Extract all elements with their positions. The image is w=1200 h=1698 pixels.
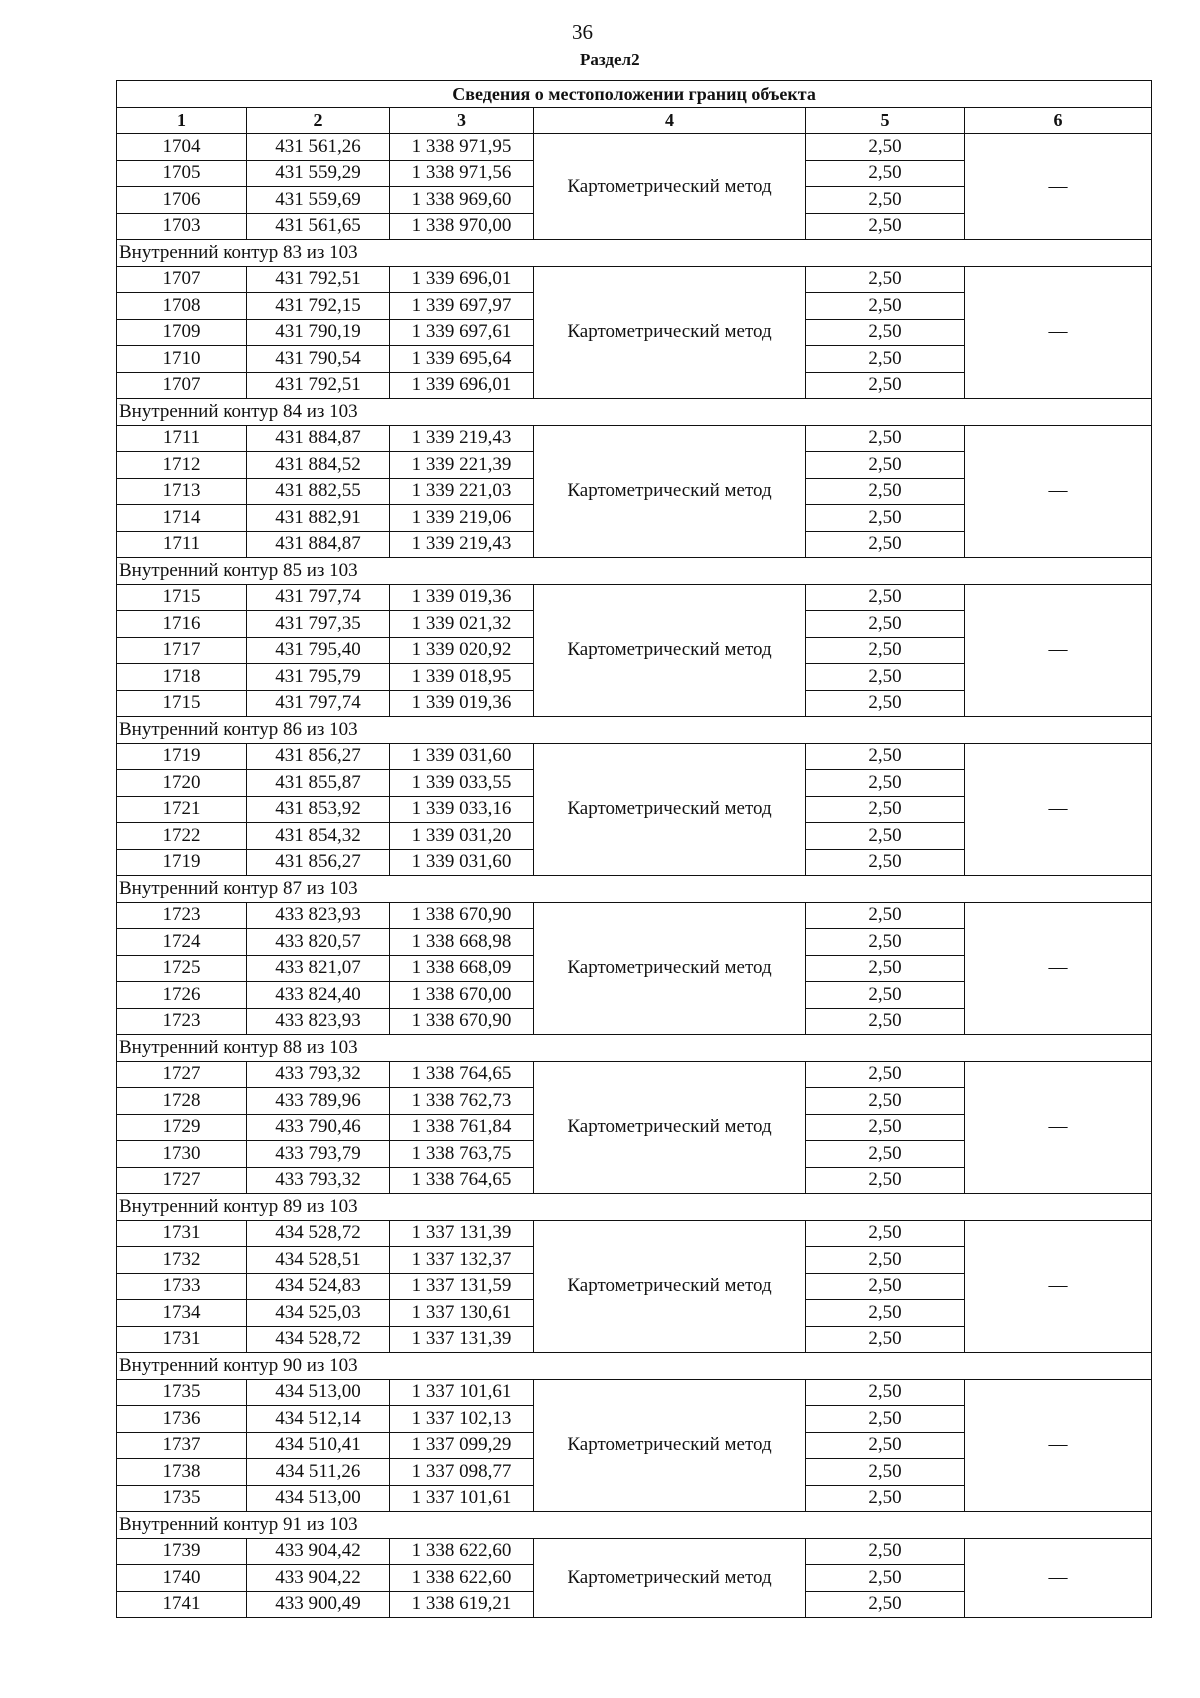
- y-coordinate-cell: 1 339 033,55: [390, 770, 534, 797]
- y-coordinate-cell: 1 338 670,00: [390, 982, 534, 1009]
- x-coordinate-cell: 431 855,87: [247, 770, 390, 797]
- accuracy-cell: 2,50: [806, 1432, 965, 1459]
- accuracy-cell: 2,50: [806, 187, 965, 214]
- x-coordinate-cell: 434 528,72: [247, 1326, 390, 1353]
- method-cell: Картометрический метод: [534, 134, 806, 240]
- contour-header-row: [117, 1035, 1152, 1062]
- y-coordinate-cell: 1 339 695,64: [390, 346, 534, 373]
- point-number-cell: 1725: [117, 955, 247, 982]
- accuracy-cell: 2,50: [806, 1565, 965, 1592]
- point-number-cell: 1727: [117, 1061, 247, 1088]
- point-number-cell: 1721: [117, 796, 247, 823]
- point-number-cell: 1735: [117, 1379, 247, 1406]
- accuracy-cell: 2,50: [806, 505, 965, 532]
- x-coordinate-cell: 431 561,65: [247, 213, 390, 240]
- column-number: 6: [965, 107, 1152, 134]
- x-coordinate-cell: 431 882,55: [247, 478, 390, 505]
- point-number-cell: 1711: [117, 531, 247, 558]
- contour-header-row: [117, 1512, 1152, 1539]
- x-coordinate-cell: 431 792,15: [247, 293, 390, 320]
- x-coordinate-cell: 433 823,93: [247, 902, 390, 929]
- y-coordinate-cell: 1 338 764,65: [390, 1061, 534, 1088]
- y-coordinate-cell: 1 337 099,29: [390, 1432, 534, 1459]
- x-coordinate-cell: 434 528,72: [247, 1220, 390, 1247]
- x-coordinate-cell: 434 525,03: [247, 1300, 390, 1327]
- y-coordinate-cell: 1 337 101,61: [390, 1379, 534, 1406]
- column-number: 2: [247, 107, 390, 134]
- point-number-cell: 1726: [117, 982, 247, 1009]
- y-coordinate-cell: 1 338 670,90: [390, 1008, 534, 1035]
- x-coordinate-cell: 433 821,07: [247, 955, 390, 982]
- column-number: 3: [390, 107, 534, 134]
- contour-label: Внутренний контур 84 из 103: [117, 399, 1152, 426]
- x-coordinate-cell: 433 824,40: [247, 982, 390, 1009]
- x-coordinate-cell: 434 510,41: [247, 1432, 390, 1459]
- point-number-cell: 1731: [117, 1326, 247, 1353]
- method-cell: Картометрический метод: [534, 1061, 806, 1194]
- description-cell: —: [965, 1379, 1152, 1512]
- accuracy-cell: 2,50: [806, 346, 965, 373]
- x-coordinate-cell: 434 528,51: [247, 1247, 390, 1274]
- accuracy-cell: 2,50: [806, 1114, 965, 1141]
- point-number-cell: 1707: [117, 372, 247, 399]
- contour-header-row: [117, 399, 1152, 426]
- point-number-cell: 1724: [117, 929, 247, 956]
- x-coordinate-cell: 431 853,92: [247, 796, 390, 823]
- table-row: [117, 902, 1152, 929]
- point-number-cell: 1723: [117, 1008, 247, 1035]
- accuracy-cell: 2,50: [806, 796, 965, 823]
- method-cell: Картометрический метод: [534, 743, 806, 876]
- y-coordinate-cell: 1 337 131,39: [390, 1220, 534, 1247]
- contour-label: Внутренний контур 91 из 103: [117, 1512, 1152, 1539]
- point-number-cell: 1719: [117, 743, 247, 770]
- y-coordinate-cell: 1 339 031,20: [390, 823, 534, 850]
- description-cell: —: [965, 134, 1152, 240]
- accuracy-cell: 2,50: [806, 770, 965, 797]
- y-coordinate-cell: 1 337 131,59: [390, 1273, 534, 1300]
- x-coordinate-cell: 431 854,32: [247, 823, 390, 850]
- point-number-cell: 1728: [117, 1088, 247, 1115]
- description-cell: —: [965, 266, 1152, 399]
- boundary-coordinates-table: [116, 80, 1152, 1618]
- y-coordinate-cell: 1 338 970,00: [390, 213, 534, 240]
- y-coordinate-cell: 1 338 619,21: [390, 1591, 534, 1618]
- method-cell: Картометрический метод: [534, 266, 806, 399]
- y-coordinate-cell: 1 338 622,60: [390, 1565, 534, 1592]
- y-coordinate-cell: 1 338 668,09: [390, 955, 534, 982]
- point-number-cell: 1722: [117, 823, 247, 850]
- y-coordinate-cell: 1 338 764,65: [390, 1167, 534, 1194]
- accuracy-cell: 2,50: [806, 1300, 965, 1327]
- point-number-cell: 1731: [117, 1220, 247, 1247]
- point-number-cell: 1735: [117, 1485, 247, 1512]
- x-coordinate-cell: 434 511,26: [247, 1459, 390, 1486]
- accuracy-cell: 2,50: [806, 1141, 965, 1168]
- accuracy-cell: 2,50: [806, 1273, 965, 1300]
- accuracy-cell: 2,50: [806, 266, 965, 293]
- x-coordinate-cell: 431 792,51: [247, 372, 390, 399]
- x-coordinate-cell: 431 790,54: [247, 346, 390, 373]
- point-number-cell: 1710: [117, 346, 247, 373]
- method-cell: Картометрический метод: [534, 902, 806, 1035]
- contour-label: Внутренний контур 88 из 103: [117, 1035, 1152, 1062]
- contour-header-row: [117, 717, 1152, 744]
- description-cell: —: [965, 743, 1152, 876]
- accuracy-cell: 2,50: [806, 213, 965, 240]
- contour-label: Внутренний контур 86 из 103: [117, 717, 1152, 744]
- point-number-cell: 1718: [117, 664, 247, 691]
- accuracy-cell: 2,50: [806, 1061, 965, 1088]
- description-cell: —: [965, 1220, 1152, 1353]
- y-coordinate-cell: 1 339 031,60: [390, 849, 534, 876]
- accuracy-cell: 2,50: [806, 982, 965, 1009]
- point-number-cell: 1712: [117, 452, 247, 479]
- accuracy-cell: 2,50: [806, 160, 965, 187]
- x-coordinate-cell: 431 795,79: [247, 664, 390, 691]
- y-coordinate-cell: 1 339 031,60: [390, 743, 534, 770]
- point-number-cell: 1715: [117, 584, 247, 611]
- description-cell: —: [965, 902, 1152, 1035]
- contour-label: Внутренний контур 89 из 103: [117, 1194, 1152, 1221]
- accuracy-cell: 2,50: [806, 372, 965, 399]
- y-coordinate-cell: 1 338 761,84: [390, 1114, 534, 1141]
- y-coordinate-cell: 1 338 622,60: [390, 1538, 534, 1565]
- x-coordinate-cell: 431 792,51: [247, 266, 390, 293]
- x-coordinate-cell: 434 513,00: [247, 1485, 390, 1512]
- table-caption: Сведения о местоположении границ объекта: [117, 81, 1152, 108]
- x-coordinate-cell: 431 884,52: [247, 452, 390, 479]
- point-number-cell: 1719: [117, 849, 247, 876]
- table-row: [117, 266, 1152, 293]
- y-coordinate-cell: 1 339 033,16: [390, 796, 534, 823]
- x-coordinate-cell: 433 793,32: [247, 1061, 390, 1088]
- accuracy-cell: 2,50: [806, 1247, 965, 1274]
- accuracy-cell: 2,50: [806, 425, 965, 452]
- y-coordinate-cell: 1 339 021,32: [390, 611, 534, 638]
- accuracy-cell: 2,50: [806, 902, 965, 929]
- y-coordinate-cell: 1 339 019,36: [390, 690, 534, 717]
- table-row: [117, 584, 1152, 611]
- x-coordinate-cell: 431 797,35: [247, 611, 390, 638]
- accuracy-cell: 2,50: [806, 690, 965, 717]
- x-coordinate-cell: 431 882,91: [247, 505, 390, 532]
- contour-header-row: [117, 1194, 1152, 1221]
- point-number-cell: 1706: [117, 187, 247, 214]
- y-coordinate-cell: 1 338 670,90: [390, 902, 534, 929]
- table-row: [117, 425, 1152, 452]
- accuracy-cell: 2,50: [806, 319, 965, 346]
- accuracy-cell: 2,50: [806, 1220, 965, 1247]
- x-coordinate-cell: 431 795,40: [247, 637, 390, 664]
- x-coordinate-cell: 433 823,93: [247, 1008, 390, 1035]
- contour-header-row: [117, 1353, 1152, 1380]
- y-coordinate-cell: 1 337 132,37: [390, 1247, 534, 1274]
- accuracy-cell: 2,50: [806, 1406, 965, 1433]
- x-coordinate-cell: 434 512,14: [247, 1406, 390, 1433]
- contour-label: Внутренний контур 87 из 103: [117, 876, 1152, 903]
- point-number-cell: 1711: [117, 425, 247, 452]
- y-coordinate-cell: 1 337 098,77: [390, 1459, 534, 1486]
- y-coordinate-cell: 1 339 697,97: [390, 293, 534, 320]
- point-number-cell: 1732: [117, 1247, 247, 1274]
- table-row: [117, 134, 1152, 161]
- point-number-cell: 1714: [117, 505, 247, 532]
- point-number-cell: 1734: [117, 1300, 247, 1327]
- point-number-cell: 1739: [117, 1538, 247, 1565]
- description-cell: —: [965, 1538, 1152, 1618]
- point-number-cell: 1740: [117, 1565, 247, 1592]
- x-coordinate-cell: 431 559,29: [247, 160, 390, 187]
- contour-label: Внутренний контур 90 из 103: [117, 1353, 1152, 1380]
- description-cell: —: [965, 1061, 1152, 1194]
- x-coordinate-cell: 431 797,74: [247, 690, 390, 717]
- accuracy-cell: 2,50: [806, 823, 965, 850]
- page-number-text: 36: [572, 20, 593, 44]
- point-number-cell: 1720: [117, 770, 247, 797]
- point-number-cell: 1723: [117, 902, 247, 929]
- y-coordinate-cell: 1 339 221,03: [390, 478, 534, 505]
- y-coordinate-cell: 1 339 019,36: [390, 584, 534, 611]
- y-coordinate-cell: 1 338 971,56: [390, 160, 534, 187]
- point-number-cell: 1741: [117, 1591, 247, 1618]
- table-row: [117, 1061, 1152, 1088]
- point-number-cell: 1707: [117, 266, 247, 293]
- table-body: [117, 134, 1152, 1618]
- contour-header-row: [117, 558, 1152, 585]
- point-number-cell: 1705: [117, 160, 247, 187]
- method-cell: Картометрический метод: [534, 1379, 806, 1512]
- table-row: [117, 743, 1152, 770]
- x-coordinate-cell: 433 790,46: [247, 1114, 390, 1141]
- column-number: 1: [117, 107, 247, 134]
- method-cell: Картометрический метод: [534, 425, 806, 558]
- y-coordinate-cell: 1 339 697,61: [390, 319, 534, 346]
- y-coordinate-cell: 1 339 020,92: [390, 637, 534, 664]
- point-number-cell: 1713: [117, 478, 247, 505]
- x-coordinate-cell: 433 789,96: [247, 1088, 390, 1115]
- point-number-cell: 1717: [117, 637, 247, 664]
- accuracy-cell: 2,50: [806, 478, 965, 505]
- x-coordinate-cell: 433 904,42: [247, 1538, 390, 1565]
- point-number-cell: 1703: [117, 213, 247, 240]
- x-coordinate-cell: 431 884,87: [247, 531, 390, 558]
- x-coordinate-cell: 434 524,83: [247, 1273, 390, 1300]
- accuracy-cell: 2,50: [806, 1591, 965, 1618]
- table-row: [117, 1379, 1152, 1406]
- y-coordinate-cell: 1 339 219,43: [390, 425, 534, 452]
- x-coordinate-cell: 433 793,32: [247, 1167, 390, 1194]
- point-number-cell: 1733: [117, 1273, 247, 1300]
- accuracy-cell: 2,50: [806, 1379, 965, 1406]
- y-coordinate-cell: 1 337 130,61: [390, 1300, 534, 1327]
- description-cell: —: [965, 584, 1152, 717]
- point-number-cell: 1716: [117, 611, 247, 638]
- table-row: [117, 1538, 1152, 1565]
- point-number-cell: 1708: [117, 293, 247, 320]
- accuracy-cell: 2,50: [806, 293, 965, 320]
- y-coordinate-cell: 1 338 763,75: [390, 1141, 534, 1168]
- y-coordinate-cell: 1 339 018,95: [390, 664, 534, 691]
- y-coordinate-cell: 1 339 221,39: [390, 452, 534, 479]
- accuracy-cell: 2,50: [806, 1088, 965, 1115]
- accuracy-cell: 2,50: [806, 452, 965, 479]
- y-coordinate-cell: 1 339 696,01: [390, 372, 534, 399]
- point-number-cell: 1729: [117, 1114, 247, 1141]
- accuracy-cell: 2,50: [806, 1326, 965, 1353]
- accuracy-cell: 2,50: [806, 1538, 965, 1565]
- table-row: [117, 1220, 1152, 1247]
- accuracy-cell: 2,50: [806, 134, 965, 161]
- accuracy-cell: 2,50: [806, 1485, 965, 1512]
- accuracy-cell: 2,50: [806, 849, 965, 876]
- x-coordinate-cell: 431 559,69: [247, 187, 390, 214]
- accuracy-cell: 2,50: [806, 955, 965, 982]
- y-coordinate-cell: 1 338 969,60: [390, 187, 534, 214]
- column-number-row: [117, 107, 1152, 134]
- x-coordinate-cell: 433 904,22: [247, 1565, 390, 1592]
- point-number-cell: 1738: [117, 1459, 247, 1486]
- accuracy-cell: 2,50: [806, 1167, 965, 1194]
- accuracy-cell: 2,50: [806, 664, 965, 691]
- point-number-cell: 1736: [117, 1406, 247, 1433]
- x-coordinate-cell: 431 797,74: [247, 584, 390, 611]
- x-coordinate-cell: 433 900,49: [247, 1591, 390, 1618]
- column-number: 4: [534, 107, 806, 134]
- description-cell: —: [965, 425, 1152, 558]
- y-coordinate-cell: 1 337 131,39: [390, 1326, 534, 1353]
- y-coordinate-cell: 1 337 101,61: [390, 1485, 534, 1512]
- accuracy-cell: 2,50: [806, 1008, 965, 1035]
- y-coordinate-cell: 1 338 971,95: [390, 134, 534, 161]
- method-cell: Картометрический метод: [534, 584, 806, 717]
- x-coordinate-cell: 431 561,26: [247, 134, 390, 161]
- accuracy-cell: 2,50: [806, 611, 965, 638]
- y-coordinate-cell: 1 339 219,43: [390, 531, 534, 558]
- point-number-cell: 1709: [117, 319, 247, 346]
- accuracy-cell: 2,50: [806, 743, 965, 770]
- section-title: Раздел2: [580, 50, 640, 69]
- accuracy-cell: 2,50: [806, 637, 965, 664]
- accuracy-cell: 2,50: [806, 929, 965, 956]
- accuracy-cell: 2,50: [806, 584, 965, 611]
- y-coordinate-cell: 1 338 762,73: [390, 1088, 534, 1115]
- point-number-cell: 1730: [117, 1141, 247, 1168]
- method-cell: Картометрический метод: [534, 1220, 806, 1353]
- contour-header-row: [117, 876, 1152, 903]
- contour-label: Внутренний контур 85 из 103: [117, 558, 1152, 585]
- point-number-cell: 1704: [117, 134, 247, 161]
- y-coordinate-cell: 1 339 696,01: [390, 266, 534, 293]
- y-coordinate-cell: 1 338 668,98: [390, 929, 534, 956]
- accuracy-cell: 2,50: [806, 531, 965, 558]
- method-cell: Картометрический метод: [534, 1538, 806, 1618]
- point-number-cell: 1715: [117, 690, 247, 717]
- point-number-cell: 1737: [117, 1432, 247, 1459]
- x-coordinate-cell: 433 793,79: [247, 1141, 390, 1168]
- x-coordinate-cell: 433 820,57: [247, 929, 390, 956]
- x-coordinate-cell: 434 513,00: [247, 1379, 390, 1406]
- contour-header-row: [117, 240, 1152, 267]
- x-coordinate-cell: 431 856,27: [247, 849, 390, 876]
- table-header: [117, 81, 1152, 134]
- y-coordinate-cell: 1 339 219,06: [390, 505, 534, 532]
- accuracy-cell: 2,50: [806, 1459, 965, 1486]
- x-coordinate-cell: 431 790,19: [247, 319, 390, 346]
- y-coordinate-cell: 1 337 102,13: [390, 1406, 534, 1433]
- column-number: 5: [806, 107, 965, 134]
- x-coordinate-cell: 431 884,87: [247, 425, 390, 452]
- contour-label: Внутренний контур 83 из 103: [117, 240, 1152, 267]
- x-coordinate-cell: 431 856,27: [247, 743, 390, 770]
- point-number-cell: 1727: [117, 1167, 247, 1194]
